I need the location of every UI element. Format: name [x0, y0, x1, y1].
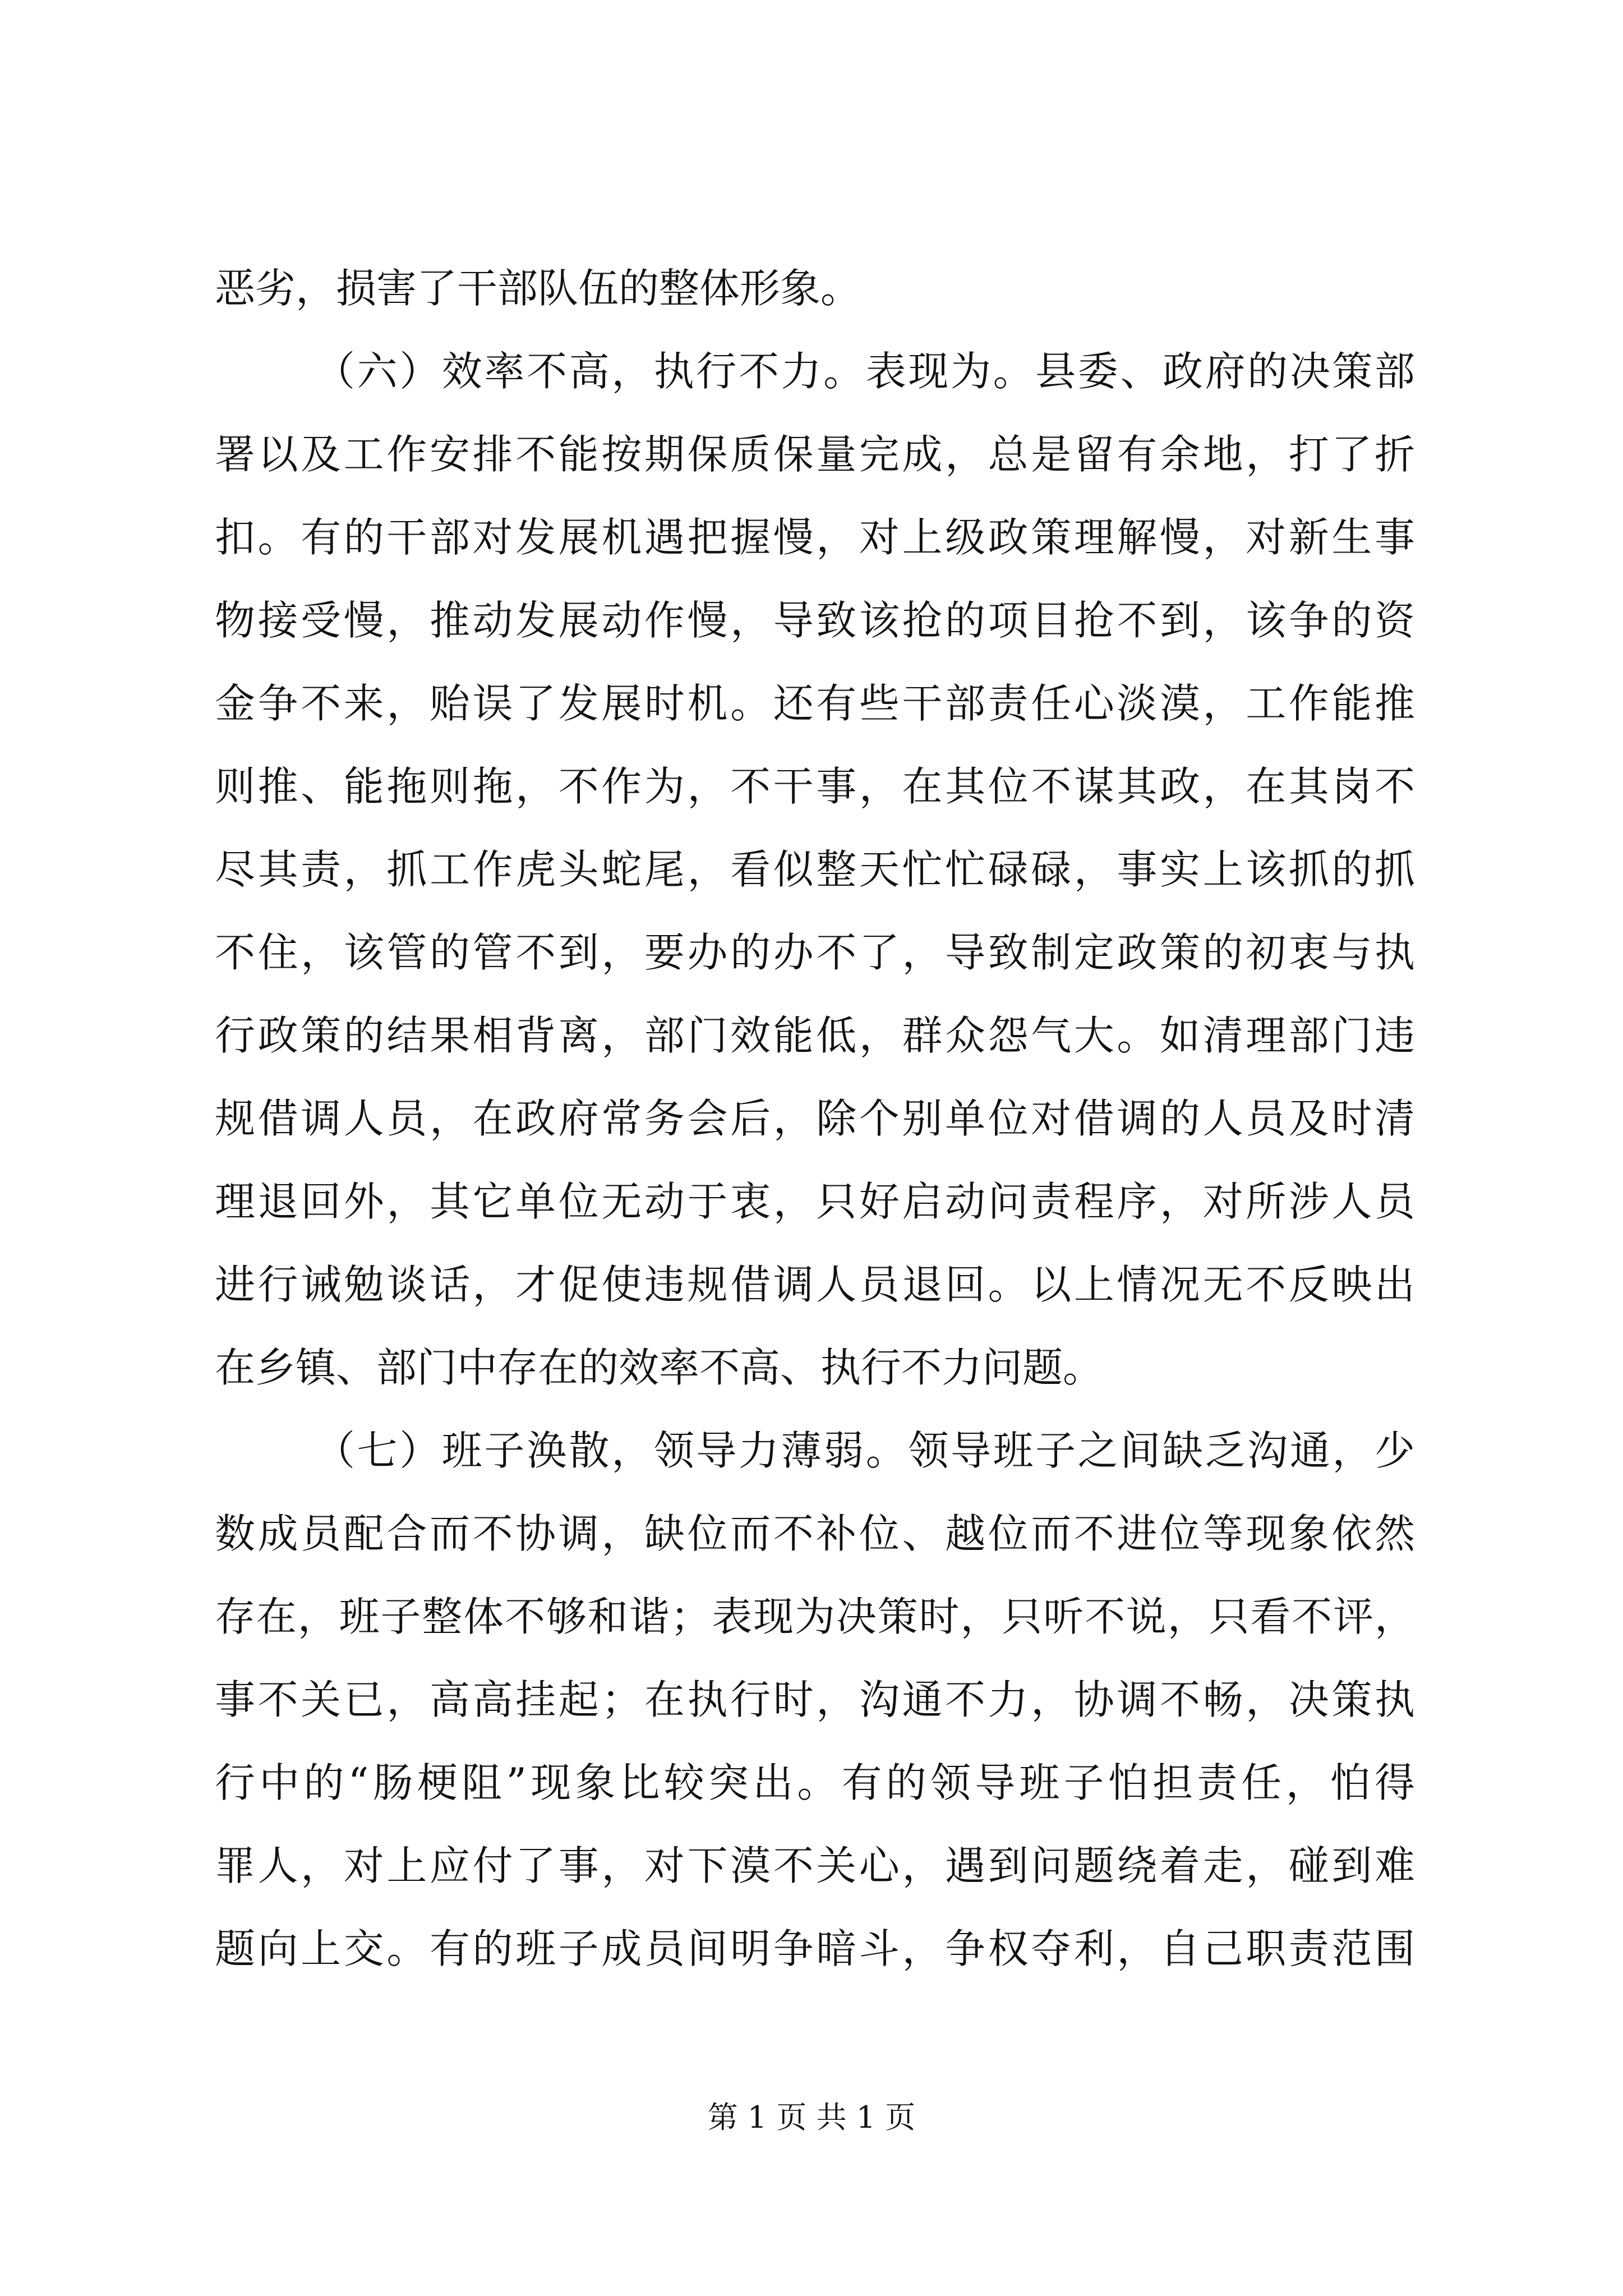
text-line: 不住，该管的管不到，要办的办不了，导致制定政策的初衷与执	[215, 929, 1415, 976]
text-line: （七）班子涣散，领导力薄弱。领导班子之间缺乏沟通，少	[315, 1427, 1415, 1474]
text-line: 进行诫勉谈话，才促使违规借调人员退回。以上情况无不反映出	[215, 1261, 1415, 1308]
text-line: 题向上交。有的班子成员间明争暗斗，争权夺利，自己职责范围	[215, 1925, 1415, 1972]
text-line: 行中的“肠梗阻”现象比较突出。有的领导班子怕担责任，怕得	[215, 1759, 1415, 1806]
text-line: 金争不来，贻误了发展时机。还有些干部责任心淡漠，工作能推	[215, 680, 1415, 727]
text-line: 尽其责，抓工作虎头蛇尾，看似整天忙忙碌碌，事实上该抓的抓	[215, 846, 1415, 893]
text-line: 扣。有的干部对发展机遇把握慢，对上级政策理解慢，对新生事	[215, 514, 1415, 561]
text-line: 则推、能拖则拖，不作为，不干事，在其位不谋其政，在其岗不	[215, 763, 1415, 810]
text-line: 罪人，对上应付了事，对下漠不关心，遇到问题绕着走，碰到难	[215, 1842, 1415, 1889]
body-text	[215, 247, 1415, 1990]
text-line: 物接受慢，推动发展动作慢，导致该抢的项目抢不到，该争的资	[215, 597, 1415, 644]
text-line: （六）效率不高，执行不力。表现为。县委、政府的决策部	[315, 348, 1415, 395]
text-line: 在乡镇、部门中存在的效率不高、执行不力问题。	[215, 1344, 1104, 1391]
text-line: 恶劣，损害了干部队伍的整体形象。	[215, 265, 861, 312]
text-line: 规借调人员，在政府常务会后，除个别单位对借调的人员及时清	[215, 1095, 1415, 1142]
text-line: 数成员配合而不协调，缺位而不补位、越位而不进位等现象依然	[215, 1510, 1415, 1557]
text-line: 行政策的结果相背离，部门效能低，群众怨气大。如清理部门违	[215, 1012, 1415, 1059]
page-footer: 第 1 页 共 1 页	[707, 2100, 916, 2135]
text-line: 理退回外，其它单位无动于衷，只好启动问责程序，对所涉人员	[215, 1178, 1415, 1225]
text-line: 署以及工作安排不能按期保质保量完成，总是留有余地，打了折	[215, 431, 1415, 478]
text-line: 事不关已，高高挂起；在执行时，沟通不力，协调不畅，决策执	[215, 1676, 1415, 1723]
text-line: 存在，班子整体不够和谐；表现为决策时，只听不说，只看不评，	[215, 1593, 1415, 1640]
